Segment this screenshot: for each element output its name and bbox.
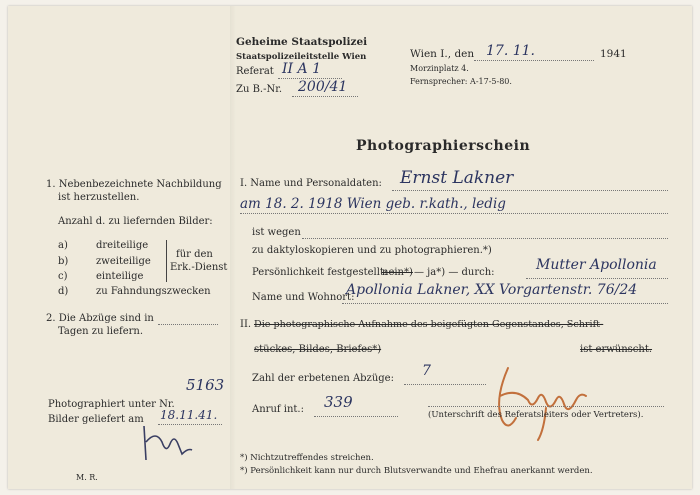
opt-a-letter: a) (58, 240, 68, 251)
anruf-dots (314, 416, 398, 417)
item2-line2: Tagen zu liefern. (58, 326, 144, 337)
date-value: 17. 11. (486, 43, 535, 59)
birth-dots (240, 213, 668, 214)
opt-a-text: dreiteilige (96, 240, 149, 251)
zu-value: 200/41 (298, 79, 348, 95)
durch-dots (526, 278, 668, 279)
zu-dots (292, 96, 358, 97)
abzuege-dots (404, 384, 486, 385)
footnote-1: *) Nichtzutreffendes streichen. (240, 453, 374, 463)
item1-line2: ist herzustellen. (58, 192, 140, 203)
opt-b-letter: b) (58, 256, 69, 267)
abzuege-label: Zahl der erbetenen Abzüge: (252, 373, 394, 384)
pers-label: Persönlichkeit festgestellt: (252, 267, 388, 278)
opt-b-text: zweiteilige (96, 256, 151, 267)
abzuege-value: 7 (422, 363, 431, 379)
opt-d-text: zu Fahndungszwecken (96, 286, 211, 297)
opt-c-letter: c) (58, 271, 68, 282)
section2-line1: Die photographische Aufnahme des beigefügten Gegenstandes, Schrift- (254, 319, 604, 330)
delivered-label: Bilder geliefert am (48, 414, 144, 425)
section1-label: I. Name und Personaldaten: (240, 178, 382, 189)
dakty-text: zu daktyloskopieren und zu photographieren.*) (252, 245, 492, 256)
days-dots (158, 324, 218, 325)
paper-fold (230, 6, 236, 489)
name-value: Ernst Lakner (400, 168, 514, 188)
pers-ja: — ja*) — durch: (414, 267, 495, 278)
signature-caption: (Unterschrift des Referatsleiters oder Vertreters). (428, 410, 644, 420)
photo-label: Photographiert unter Nr. (48, 399, 175, 410)
addr-dots (342, 303, 668, 304)
section2-num: II. (240, 319, 252, 330)
official-signature (486, 360, 596, 444)
anruf-label: Anruf int.: (252, 404, 304, 415)
signature-dots (428, 406, 664, 407)
ist-wegen: ist wegen (252, 227, 301, 238)
pers-nein: nein*) (382, 267, 413, 278)
org-department: Staatspolizeileitstelle Wien (236, 52, 367, 62)
bracket (166, 240, 171, 282)
left-signature-mark (136, 420, 206, 468)
wegen-dots (302, 238, 668, 239)
item1-line1: 1. Nebenbezeichnete Nachbildung (46, 179, 222, 190)
zu-label: Zu B.-Nr. (236, 84, 283, 95)
date-dots (474, 60, 594, 61)
mr-initials: M. R. (76, 473, 98, 482)
referat-value: II A 1 (282, 61, 321, 77)
footnote-2: *) Persönlichkeit kann nur durch Blutsverwandte und Ehefrau anerkannt werden. (240, 466, 593, 476)
org-name: Geheime Staatspolizei (236, 36, 368, 48)
phone: Fernsprecher: A-17-5-80. (410, 77, 512, 86)
opt-d-letter: d) (58, 286, 69, 297)
photo-value: 5163 (186, 376, 225, 394)
section2-end: ist erwünscht. (580, 344, 653, 355)
addr-value: Apollonia Lakner, XX Vorgartenstr. 76/24 (346, 282, 638, 298)
addr-label: Name und Wohnort: (252, 292, 355, 303)
form-sheet (8, 6, 692, 489)
address: Morzinplatz 4. (410, 64, 469, 73)
name-dots (392, 190, 668, 191)
referat-label: Referat (236, 66, 274, 77)
durch-value: Mutter Apollonia (536, 257, 657, 273)
count-heading: Anzahl d. zu liefernden Bilder: (58, 216, 213, 227)
anruf-value: 339 (324, 393, 353, 411)
birth-value: am 18. 2. 1918 Wien geb. r.kath., ledig (240, 196, 506, 212)
item2-line1: 2. Die Abzüge sind in (46, 313, 154, 324)
place-label: Wien I., den (410, 48, 475, 60)
delivered-value: 18.11.41. (160, 408, 218, 422)
year: 1941 (600, 48, 627, 60)
form-title: Photographierschein (356, 138, 531, 154)
bracket-text-2: Erk.-Dienst (170, 262, 228, 273)
bracket-text-1: für den (176, 249, 213, 260)
opt-c-text: einteilige (96, 271, 144, 282)
section2-line2: stückes, Bildes, Briefes*) (254, 344, 382, 355)
